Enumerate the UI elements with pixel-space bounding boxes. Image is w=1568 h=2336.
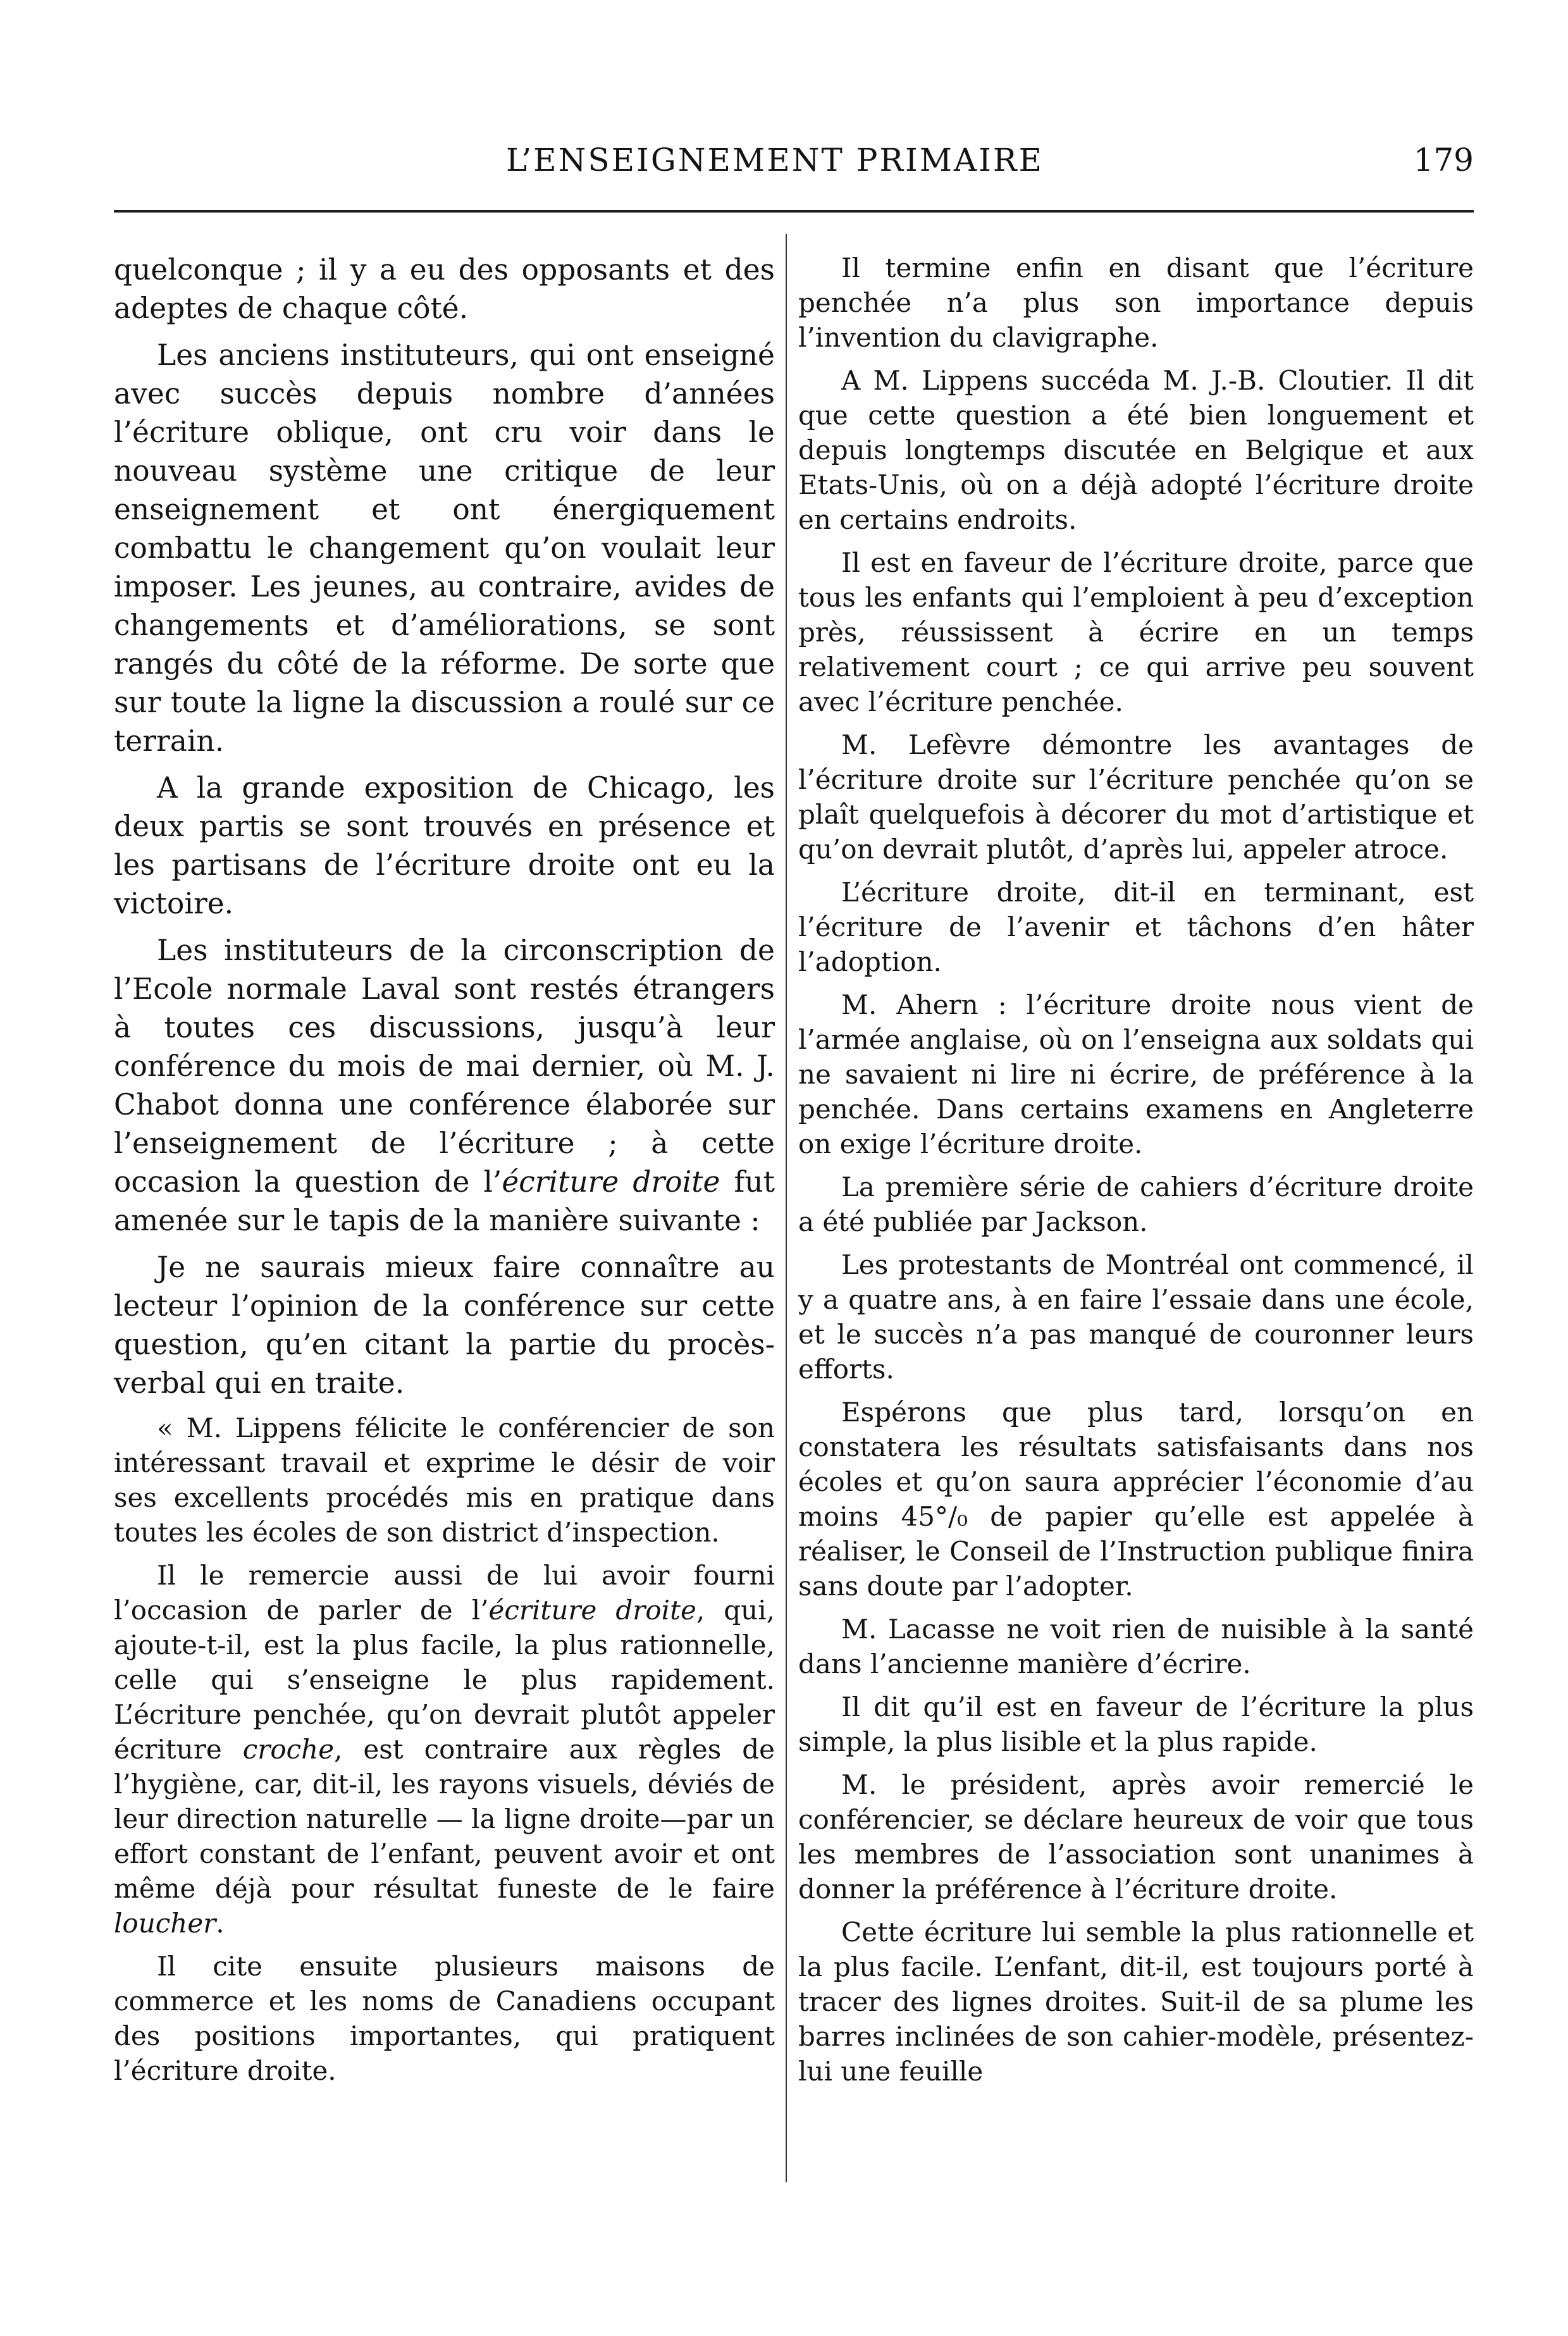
paragraph: Les anciens instituteurs, qui ont enseigné avec succès depuis nombre d’années l’écriture oblique, ont cru voir dans le nouveau système une critique de leur enseignement et ont énergiquement combattu le changement qu’on voulait leur imposer. Les jeunes, au contraire, avides de changements et d’améliorations, se sont rangés du côté de la réforme. De sorte que sur toute la ligne la discussion a roulé sur ce terrain. xyxy=(114,338,775,758)
paragraph: « M. Lippens félicite le conférencier de son intéressant travail et exprime le désir de voir ses excellents procédés mis en pratique dans toutes les écoles de son district d’inspection. xyxy=(114,1412,775,1548)
paragraph: A M. Lippens succéda M. J.-B. Cloutier. Il dit que cette question a été bien longuement et depuis longtemps discutée en Belgique et aux Etats-Unis, où on a déjà adopté l’écriture droite en certains endroits. xyxy=(798,365,1474,535)
paragraph: L’écriture droite, dit-il en terminant, est l’écriture de l’avenir et tâchons d’en hâter l’adoption. xyxy=(798,877,1474,977)
italic-text: croche xyxy=(242,1734,335,1765)
italic-text: loucher xyxy=(114,1908,216,1939)
paragraph: Il le remercie aussi de lui avoir fourni l’occasion de parler de l’écriture droite, qui, ajoute-t-il, est la plus facile, la plus rationnelle, celle qui s’enseigne le plus rapidement. L’écriture penchée, qu’on devrait plutôt appeler écriture croche, est contraire aux règles de l’hygiène, car, dit-il, les rayons visuels, déviés de leur direction naturelle — la ligne droite—par un effort constant de l’enfant, peuvent avoir et ont même déjà pour résultat funeste de le faire loucher. xyxy=(114,1560,775,1939)
paragraph: M. Lefèvre démontre les avantages de l’écriture droite sur l’écriture penchée qu’on se plaît quelquefois à décorer du mot d’artistique et qu’on devrait plutôt, d’après lui, appeler atroce. xyxy=(798,729,1474,865)
italic-text: écriture droite xyxy=(502,1165,720,1199)
paragraph: Les protestants de Montréal ont commencé, il y a quatre ans, à en faire l’essaie dans une école, et le succès n’a pas manqué de couronner leurs efforts. xyxy=(798,1249,1474,1385)
paragraph: Je ne saurais mieux faire connaître au lecteur l’opinion de la conférence sur cette question, qu’en citant la partie du procès-verbal qui en traite. xyxy=(114,1251,775,1400)
paragraph: M. Ahern : l’écriture droite nous vient de l’armée anglaise, où on l’enseigna aux soldats qui ne savaient ni lire ni écrire, de préférence à la penchée. Dans certains examens en Angleterre on exige l’écriture droite. xyxy=(798,989,1474,1159)
paragraph: Il dit qu’il est en faveur de l’écriture la plus simple, la plus lisible et la plus rapide. xyxy=(798,1691,1474,1757)
paragraph: quelconque ; il y a eu des opposants et des adeptes de chaque côté. xyxy=(114,253,775,325)
paragraph: Il est en faveur de l’écriture droite, parce que tous les enfants qui l’emploient à peu d’exception près, réussissent à écrire en un temps relativement court ; ce qui arrive peu souvent avec l’écriture penchée. xyxy=(798,547,1474,717)
header-rule xyxy=(114,210,1474,213)
paragraph: A la grande exposition de Chicago, les deux partis se sont trouvés en présence et les partisans de l’écriture droite ont eu la victoire. xyxy=(114,771,775,920)
paragraph: Les instituteurs de la circonscription de l’Ecole normale Laval sont restés étrangers à toutes ces discussions, jusqu’à leur conférence du mois de mai dernier, où M. J. Chabot donna une conférence élaborée sur l’enseignement de l’écriture ; à cette occasion la question de l’écriture droite fut amenée sur le tapis de la manière suivante : xyxy=(114,934,775,1237)
paragraph: M. le président, après avoir remercié le conférencier, se déclare heureux de voir que tous les membres de l’association sont unanimes à donner la préférence à l’écriture droite. xyxy=(798,1769,1474,1905)
paragraph: Il cite ensuite plusieurs maisons de commerce et les noms de Canadiens occupant des positions importantes, qui pratiquent l’écriture droite. xyxy=(114,1951,775,2086)
paragraph: Espérons que plus tard, lorsqu’on en constatera les résultats satisfaisants dans nos écoles et qu’on saura apprécier l’économie d’au moins 45°/₀ de papier qu’elle est appelée à réaliser, le Conseil de l’Instruction publique finira sans doute par l’adopter. xyxy=(798,1397,1474,1602)
paragraph: Cette écriture lui semble la plus rationnelle et la plus facile. L’enfant, dit-il, est toujours porté à tracer des lignes droites. Suit-il de sa plume les barres inclinées de son cahier-modèle, présentez-lui une feuille xyxy=(798,1917,1474,2087)
paragraph: Il termine enfin en disant que l’écriture penchée n’a plus son importance depuis l’invention du clavigraphe. xyxy=(798,252,1474,353)
right-column xyxy=(798,250,1474,2097)
column-divider xyxy=(786,234,787,2182)
page-header xyxy=(114,142,1474,192)
left-column xyxy=(114,250,775,2096)
page-number: 179 xyxy=(1413,142,1474,178)
italic-text: écriture droite xyxy=(488,1595,696,1626)
paragraph: M. Lacasse ne voit rien de nuisible à la santé dans l’ancienne manière d’écrire. xyxy=(798,1614,1474,1679)
running-title: L’ENSEIGNEMENT PRIMAIRE xyxy=(506,142,1044,178)
paragraph: La première série de cahiers d’écriture droite a été publiée par Jackson. xyxy=(798,1171,1474,1237)
